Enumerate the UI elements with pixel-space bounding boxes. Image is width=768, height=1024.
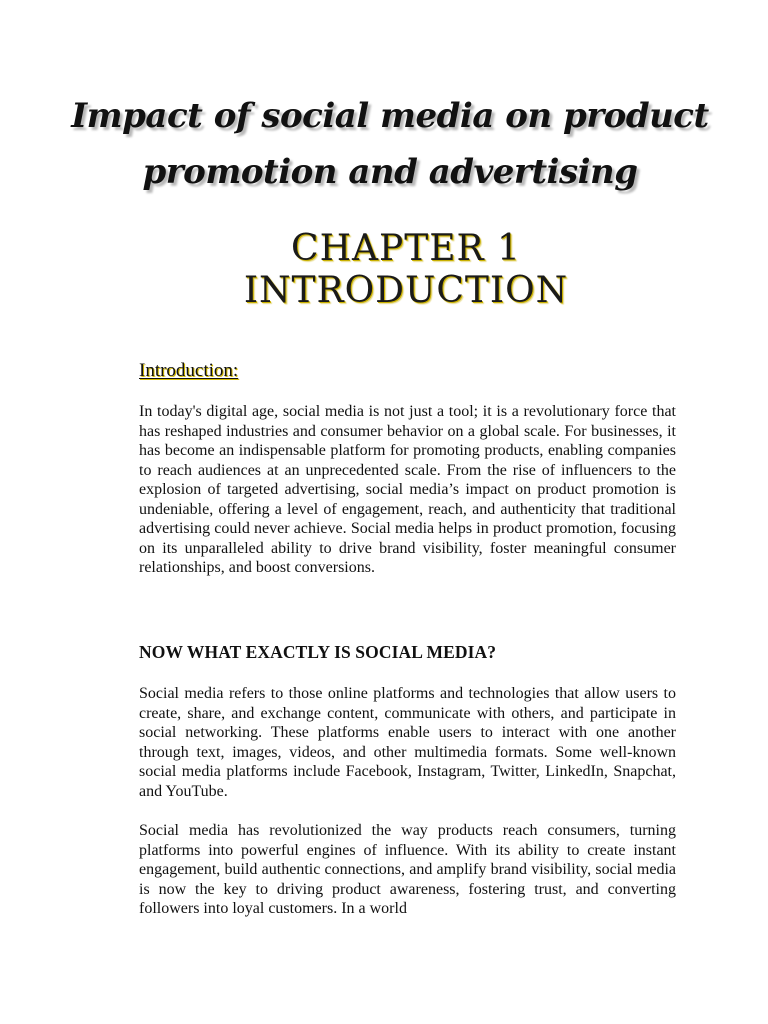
chapter-heading <box>100 228 712 312</box>
chapter-title: INTRODUCTION <box>243 270 569 311</box>
document-title-line-2: promotion and advertising <box>142 152 638 192</box>
social-media-impact-paragraph: Social media has revolutionized the way products reach consumers, turning platforms into powerful engines of influence. With its ability to create instant engagement, build authentic connections, and amplify brand visibility, social media is now the key to driving product awareness, fostering trust, and converting followers into loyal customers. In a world <box>139 822 676 917</box>
introduction-paragraph: In today's digital age, social media is not just a tool; it is a revolutionary force that has reshaped industries and consumer behavior on a global scale. For businesses, it has become an indispensable platform for promoting products, enabling companies to reach audiences at an unprecedented scale. From the rise of influencers to the explosion of targeted advertising, social media’s impact on product promotion is undeniable, offering a level of engagement, reach, and authenticity that traditional advertising could never achieve. Social media helps in product promotion, focusing on its unparalleled ability to drive brand visibility, foster meaningful consumer relationships, and boost conversions. <box>139 403 676 576</box>
chapter-number: CHAPTER 1 <box>291 228 521 269</box>
social-media-section-heading: NOW WHAT EXACTLY IS SOCIAL MEDIA? <box>139 642 497 662</box>
document-title-line-1: Impact of social media on product <box>71 96 709 136</box>
introduction-heading: Introduction: <box>139 360 239 381</box>
document-title <box>60 88 720 200</box>
social-media-definition-paragraph: Social media refers to those online platforms and technologies that allow users to create, share, and exchange content, communicate with others, and participate in social networking. These platforms enable users to interact with one another through text, images, videos, and other multimedia formats. Some well-known social media platforms include Facebook, Instagram, Twitter, LinkedIn, Snapchat, and YouTube. <box>139 685 676 800</box>
